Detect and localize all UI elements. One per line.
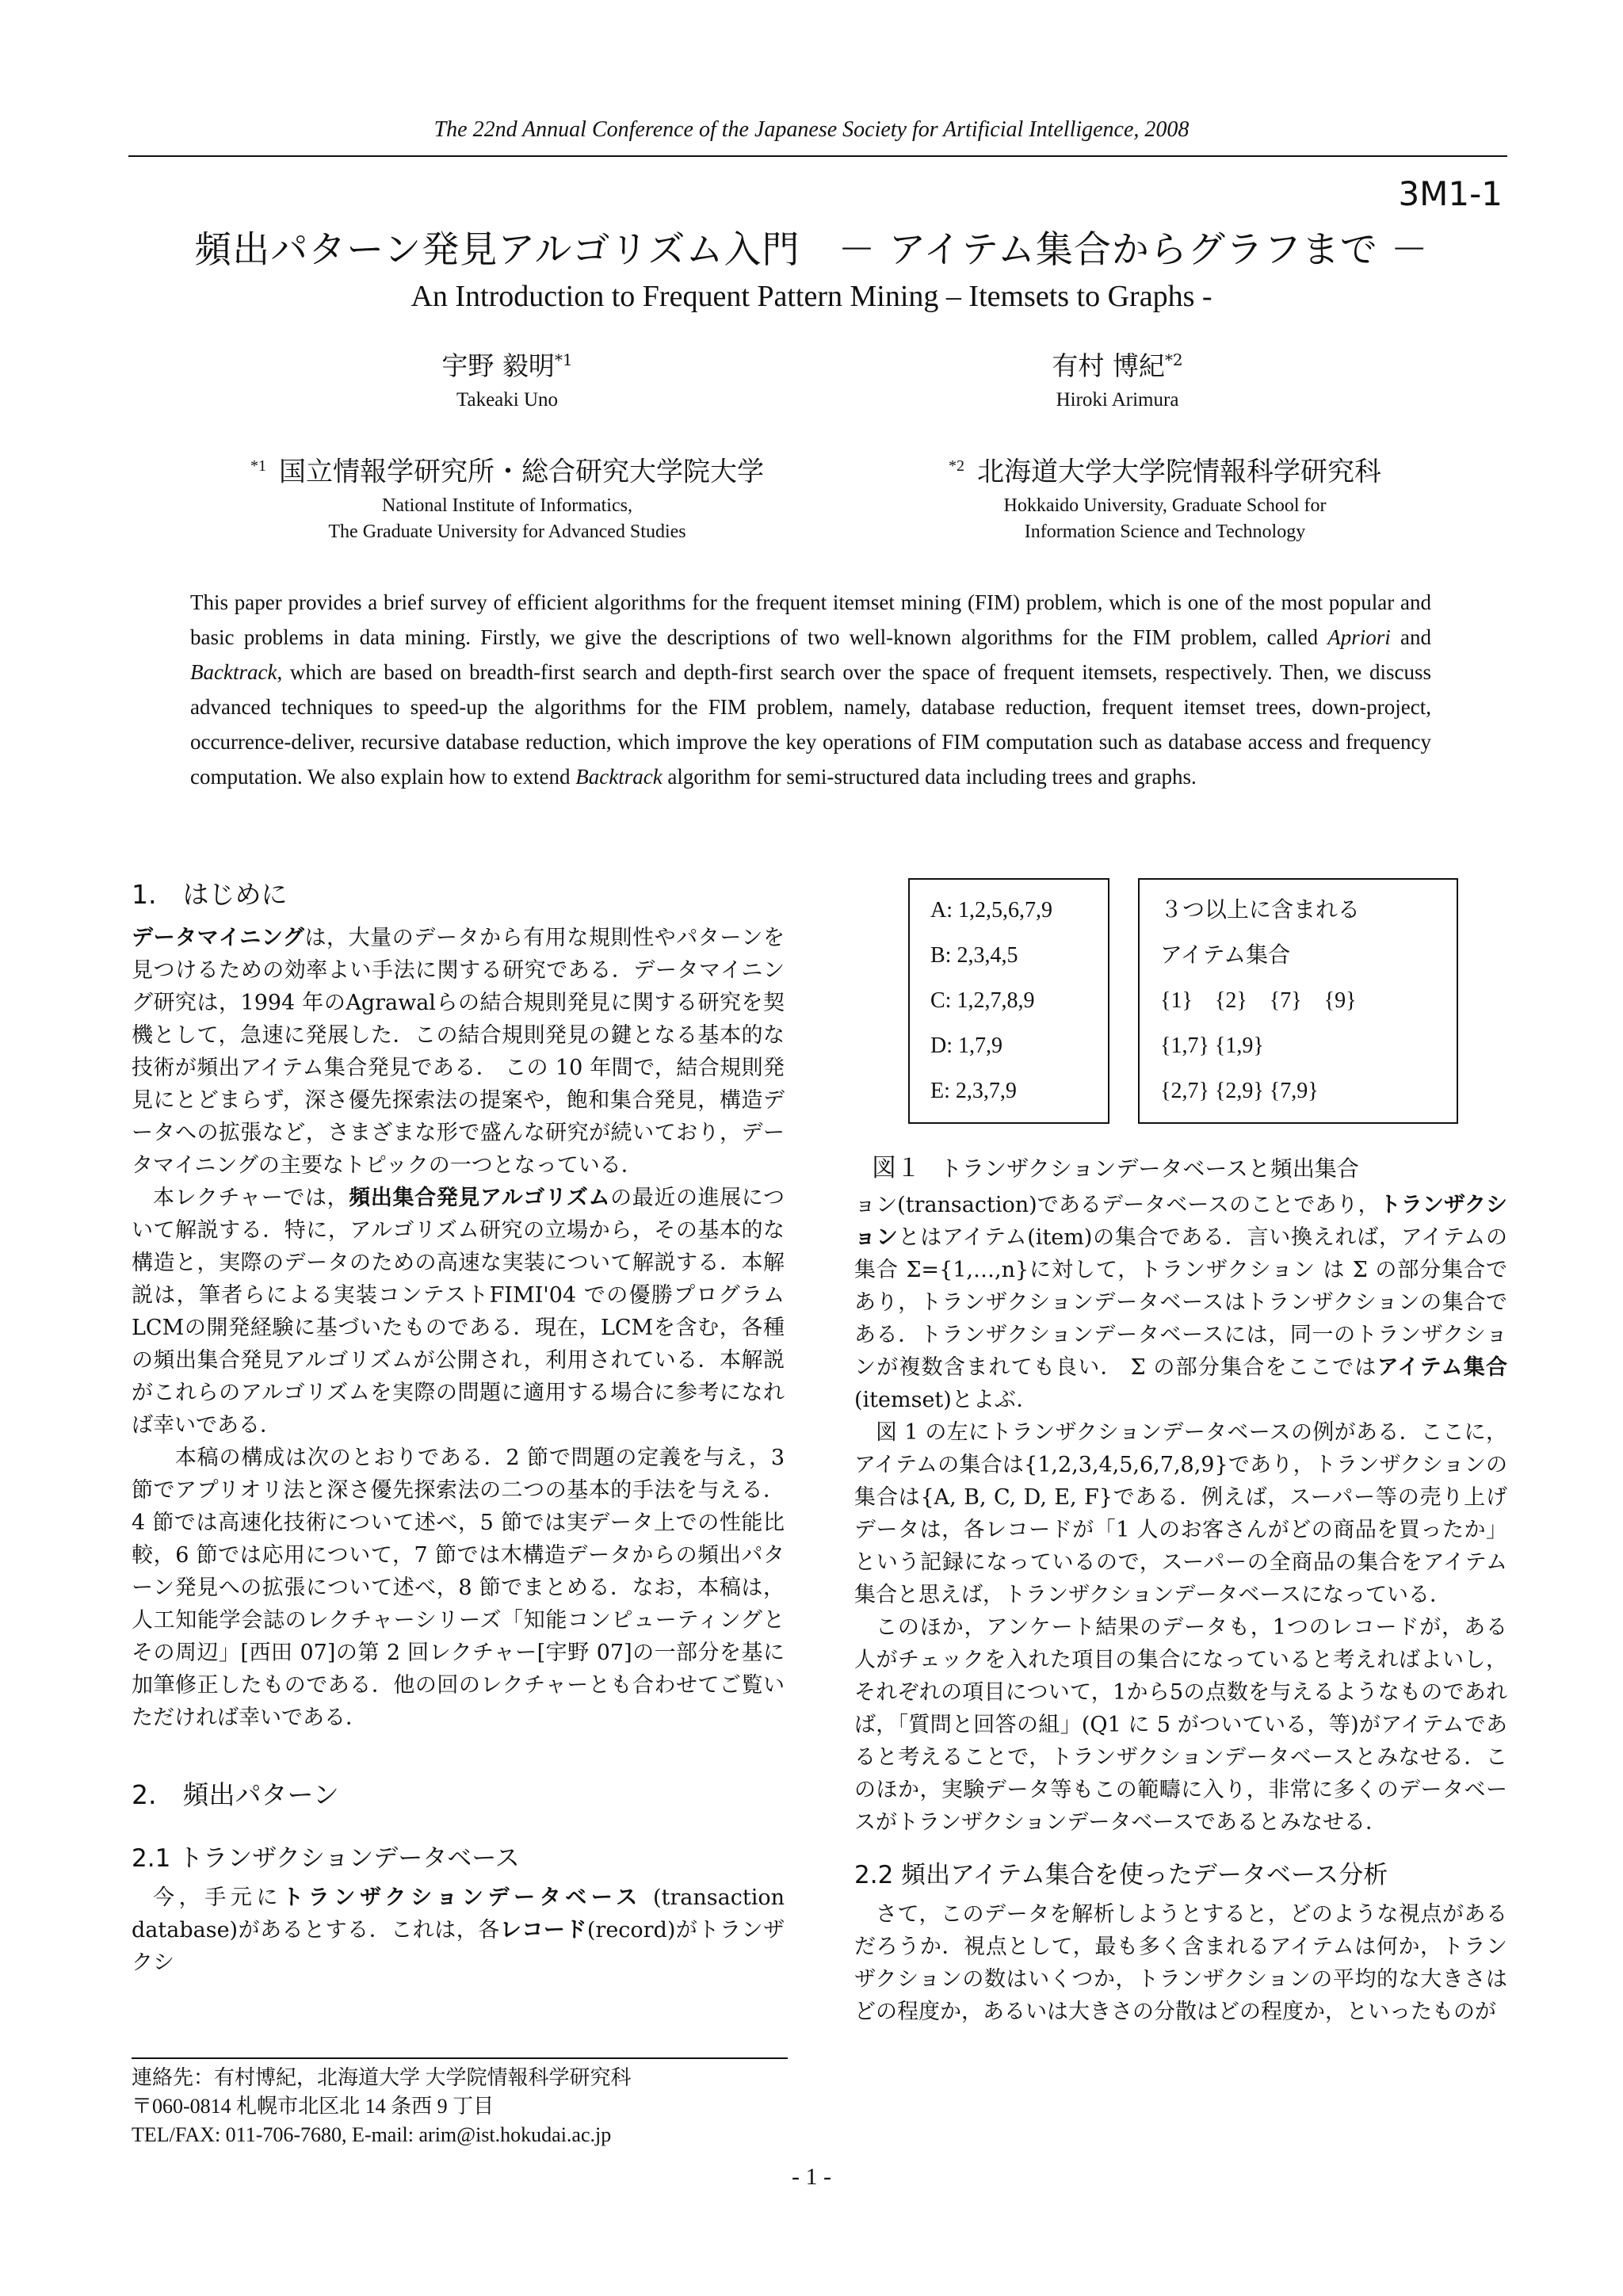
- author-name-en: Hiroki Arimura: [1056, 389, 1179, 411]
- footnote-line: 連絡先：有村博紀，北海道大学 大学院情報科学研究科: [132, 2066, 632, 2089]
- abstract-text: This paper provides a brief survey of efficient algorithms for the frequent itemset mining (FIM) problem, which is one of the most popular and basic problems in data mining. Firstly, we give the descriptions of two well-known algorithms for the FIM problem, called: [190, 590, 1431, 649]
- right-column: [854, 1189, 1507, 2028]
- author-arimura: [975, 346, 1260, 411]
- term-transaction: トランザクション: [854, 1193, 1508, 1250]
- term-record: レコード: [499, 1918, 587, 1943]
- section-1-heading: 1. はじめに: [132, 879, 288, 910]
- paragraph-text: の最近の進展について解説する．特に，アルゴリズム研究の立場から，その基本的な構造と，実際のデータのための高速な実装について解説する．本解説は，筆者らによる実装コンテストFIMI'04 での優勝プログラムLCMの開発経験に基づいたものである．現在，LCMを含む，各種の頻出集合発見アルゴリズムが公開され，利用されている．本解説がこれらのアルゴリズムを実際の問題に適用する場合に参考になれば幸いである．: [132, 1186, 785, 1438]
- left-column: [132, 878, 785, 1979]
- author-mark: *1: [554, 350, 573, 369]
- section-2-1-paragraph-2: [854, 1189, 1507, 1416]
- section-2-1-paragraph-4: このほか，アンケート結果のデータも，1つのレコードが，ある人がチェックを入れた項目の集合になっていると考えればよいし，それぞれの項目について，1から5の点数を与えるようなものであれば，「質問と回答の組」(Q1 に 5 がついている，等)がアイテムであると考えることで，トランザクションデータベースとみなせる．このほか，実験データ等もこの範疇に入り，非常に多くのデータベースがトランザクションデータベースであるとみなせる．: [854, 1615, 1507, 1835]
- transaction-row: B: 2,3,4,5: [930, 943, 1018, 968]
- section-2-1-paragraph-1: [132, 1881, 785, 1979]
- section-1-paragraph-2: [132, 1182, 785, 1442]
- affiliation-en-line: The Graduate University for Advanced Studies: [328, 521, 686, 543]
- term-data-mining: データマイニング: [132, 926, 305, 950]
- author-mark: *2: [1164, 350, 1183, 369]
- affiliation-name-ja: 北海道大学大学院情報科学研究科: [977, 457, 1381, 487]
- author-name-ja: 宇野 毅明: [441, 350, 555, 381]
- contact-footnote: [132, 2064, 632, 2149]
- footnote-rule: [132, 2057, 788, 2059]
- affiliation-en-line: Information Science and Technology: [1024, 521, 1306, 543]
- conference-header: The 22nd Annual Conference of the Japanese Society for Artificial Intelligence, 2008: [433, 117, 1190, 142]
- footnote-line: 〒060-0814 札幌市北区北 14 条西 9 丁目: [132, 2095, 495, 2118]
- abstract-term-backtrack: Backtrack: [575, 765, 663, 789]
- abstract-term-backtrack: Backtrack: [190, 660, 277, 684]
- frequent-row: ３つ以上に含まれる: [1160, 898, 1361, 923]
- paragraph-text: 本レクチャーでは，: [153, 1186, 349, 1210]
- figure-caption-text: トランザクションデータベースと頻出集合: [940, 1156, 1359, 1182]
- figure-label: 図１: [872, 1154, 921, 1182]
- figure-caption: [872, 1148, 1490, 1183]
- term-itemset: アイテム集合: [1377, 1355, 1507, 1380]
- paragraph-text: (itemset)とよぶ．: [854, 1388, 1038, 1412]
- frequent-row: {1,7} {1,9}: [1160, 1033, 1264, 1058]
- affiliation-1: [190, 453, 824, 545]
- figure-frequent-itemsets: [1138, 878, 1458, 1124]
- title-japanese: 頻出パターン発見アルゴリズム入門 － アイテム集合からグラフまで －: [194, 228, 1429, 272]
- header-rule: [128, 155, 1507, 157]
- transaction-row: A: 1,2,5,6,7,9: [930, 898, 1052, 923]
- transaction-row: D: 1,7,9: [930, 1033, 1002, 1058]
- abstract-text: , which are based on breadth-first search and depth-first search over the space of frequent itemsets, respectively. Then, we discuss advanced techniques to speed-up the algorithms for the FIM problem, namely, database reduction, frequent itemset trees, down-project, occurrence-deliver, recursive database reduction, which improve the key operations of FIM computation such as database access and frequency computation. We also explain how to extend: [190, 660, 1431, 789]
- paragraph-text: (record)がトランザクシ: [132, 1918, 785, 1975]
- frequent-row: {2,7} {2,9} {7,9}: [1160, 1079, 1319, 1103]
- section-2-1-paragraph-3: 図 1 の左にトランザクションデータベースの例がある．ここに，アイテムの集合は{1,2,3,4,5,6,7,8,9}であり，トランザクションの集合は{A, B, C, D, E, F}である．例えば，スーパー等の売り上げデータは，各レコードが「1 人のお客さんがどの商品を買ったか」という記録になっているので，スーパーの全商品の集合をアイテム集合と思えば，トランザクションデータベースになっている．: [854, 1420, 1507, 1607]
- paragraph-text: ョン(transaction)であるデータベースのことであり，: [854, 1193, 1380, 1217]
- affiliation-en-line: Hokkaido University, Graduate School for: [1003, 495, 1327, 517]
- abstract-term-apriori: Apriori: [1327, 625, 1391, 649]
- affiliation-mark: *2: [949, 457, 964, 475]
- frequent-row: アイテム集合: [1160, 943, 1291, 968]
- affiliation-mark: *1: [250, 457, 266, 475]
- page-number: - 1 -: [792, 2164, 831, 2190]
- term-fim-algorithm: 頻出集合発見アルゴリズム: [349, 1186, 611, 1210]
- term-transaction-database: トランザクションデータベース: [282, 1885, 642, 1910]
- author-uno: [365, 346, 650, 411]
- section-2-heading: 2. 頻出パターン: [132, 1779, 339, 1810]
- author-name-ja: 有村 博紀: [1052, 350, 1165, 381]
- section-2-2-heading: 2.2 頻出アイテム集合を使ったデータベース分析: [854, 1861, 1388, 1889]
- section-1-paragraph-1: [132, 922, 785, 1182]
- section-2-2-paragraph-1: さて，このデータを解析しようとすると，どのような視点があるだろうか．視点として，最も多く含まれるアイテムは何か，トランザクションの数はいくつか，トランザクションの平均的な大きさはどの程度か，あるいは大きさの分散はどの程度か，といったものが: [854, 1902, 1507, 2024]
- paragraph-text: 今，手元に: [153, 1885, 283, 1910]
- author-name-en: Takeaki Uno: [456, 389, 559, 411]
- abstract: [190, 585, 1431, 794]
- transaction-row: E: 2,3,7,9: [930, 1079, 1017, 1103]
- affiliation-name-ja: 国立情報学研究所・総合研究大学院大学: [279, 457, 764, 487]
- figure-transaction-table: [908, 878, 1109, 1124]
- paragraph-text: (transaction database)があるとする．これは，各: [132, 1885, 785, 1943]
- paragraph-text: は，大量のデータから有用な規則性やパターンを見つけるための効率よい手法に関する研究である．データマイニング研究は，1994 年のAgrawalらの結合規則発見に関する研究を契機として，急速に発展した．この結合規則発見の鍵となる基本的な技術が頻出アイテム集合発見である． この 10 年間で，結合規則発見にとどまらず，深さ優先探索法の提案や，飽和集合発見，構造データへの拡張など，さまざまな形で盛んな研究が続いており，データマイニングの主要なトピックの一つとなっている．: [132, 926, 785, 1178]
- paragraph-text: とはアイテム(item)の集合である．言い換えれば，アイテムの集合 Σ={1,…,n}に対して，トランザクション は Σ の部分集合であり，トランザクションデータベースはトランザクションの集合である．トランザクションデータベースには，同一のトランザクションが複数含まれても良い． Σ の部分集合をここでは: [854, 1225, 1507, 1380]
- abstract-text: algorithm for semi-structured data including trees and graphs.: [662, 765, 1197, 789]
- title-english: An Introduction to Frequent Pattern Mining – Itemsets to Graphs -: [411, 280, 1212, 313]
- transaction-row: C: 1,2,7,8,9: [930, 988, 1035, 1013]
- frequent-row: {1} {2} {7} {9}: [1160, 988, 1357, 1013]
- footnote-line: TEL/FAX: 011-706-7680, E-mail: arim@ist.hokudai.ac.jp: [132, 2123, 612, 2146]
- paper-code: 3M1-1: [1398, 174, 1503, 213]
- affiliation-en-line: National Institute of Informatics,: [382, 495, 632, 517]
- abstract-text: and: [1390, 625, 1431, 649]
- section-1-paragraph-3: 本稿の構成は次のとおりである．2 節で問題の定義を与え，3 節でアプリオリ法と深さ優先探索法の二つの基本的手法を与える．4 節では高速化技術について述べ，5 節では実データ上での性能比較，6 節では応用について，7 節では木構造データからの頻出パターン発見への拡張について述べ，8 節でまとめる．なお，本稿は，人工知能学会誌のレクチャーシリーズ「知能コンピューティングとその周辺」[西田 07]の第 2 回レクチャー[宇野 07]の一部分を基に加筆修正したものである．他の回のレクチャーとも合わせてご覧いただければ幸いである．: [132, 1446, 785, 1730]
- section-2-1-heading: 2.1 トランザクションデータベース: [132, 1844, 520, 1873]
- affiliation-2: [864, 453, 1466, 545]
